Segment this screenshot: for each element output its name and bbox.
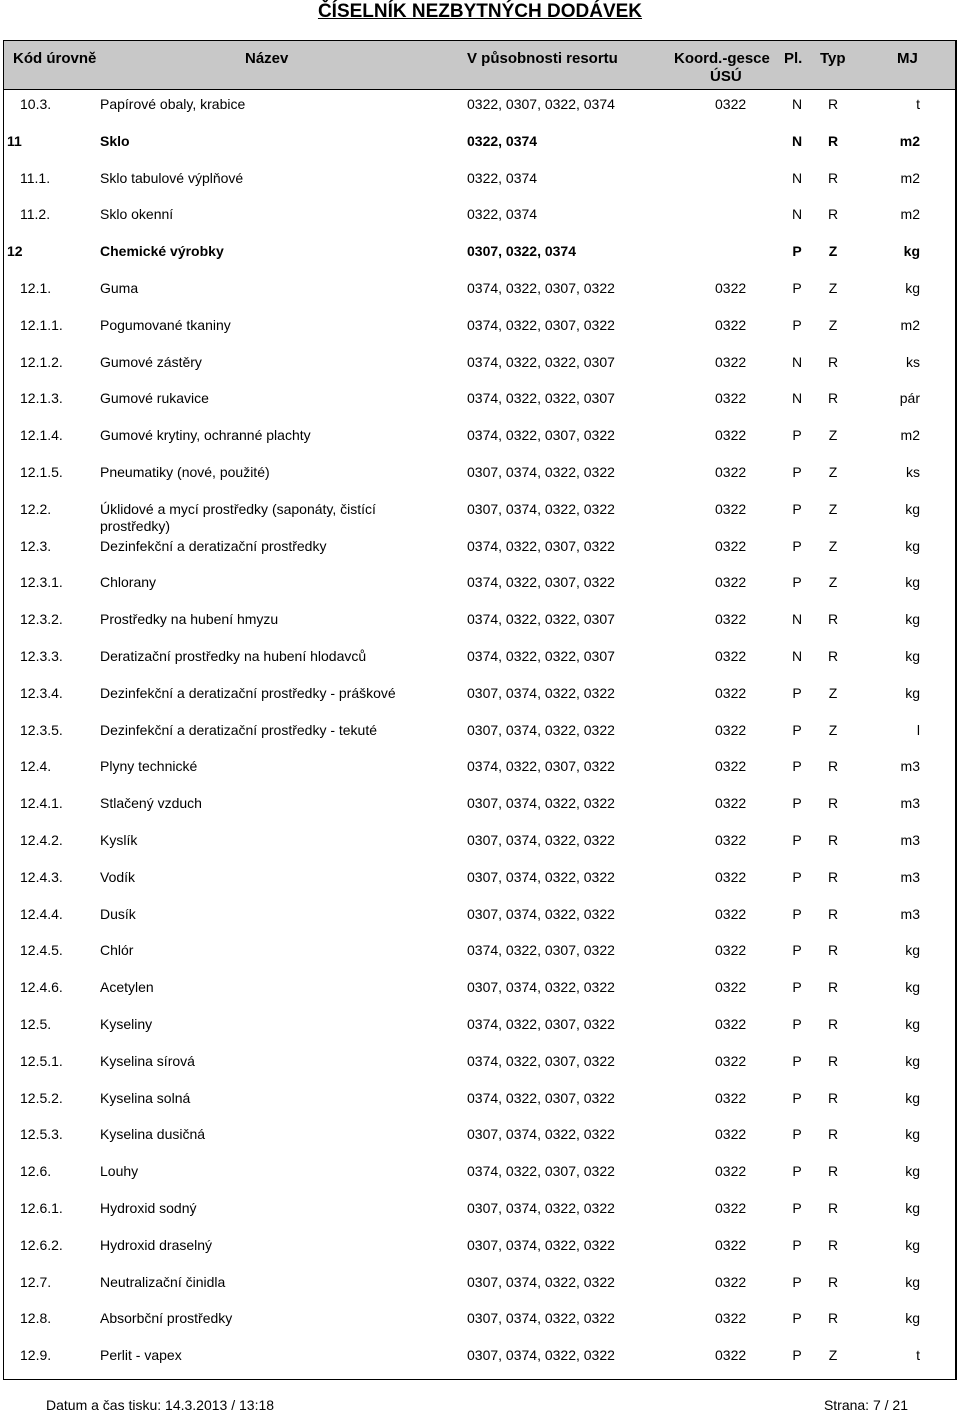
row-name: Stlačený vzduch: [100, 795, 202, 812]
table-row: [4, 1156, 955, 1193]
row-resort: 0374, 0322, 0307, 0322: [467, 427, 615, 444]
row-typ: Z: [828, 427, 838, 444]
row-name: Dusík: [100, 905, 136, 922]
row-name: Gumové zástěry: [100, 353, 202, 370]
row-koord: 0322: [715, 1310, 747, 1327]
table-row: [4, 1267, 955, 1304]
row-typ: R: [827, 169, 839, 186]
row-mj: kg: [905, 279, 920, 296]
row-code: 12.4.5.: [20, 942, 63, 959]
row-resort: 0307, 0374, 0322, 0322: [467, 868, 615, 885]
row-pl: P: [792, 1052, 802, 1069]
row-code: 12.5.: [20, 1015, 52, 1032]
row-koord: 0322: [715, 1126, 747, 1143]
row-typ: Z: [828, 684, 838, 701]
row-resort: 0307, 0374, 0322, 0322: [467, 463, 615, 480]
table-row: [4, 567, 955, 604]
row-pl: N: [791, 611, 803, 628]
row-typ: R: [827, 758, 839, 775]
row-name: Louhy: [100, 1163, 139, 1180]
row-pl: N: [791, 132, 803, 149]
row-pl: P: [792, 758, 802, 775]
row-typ: R: [827, 942, 839, 959]
table-row: [4, 1083, 955, 1120]
table-row: [4, 494, 955, 534]
row-resort: 0307, 0374, 0322, 0322: [467, 905, 615, 922]
row-pl: P: [792, 1163, 802, 1180]
row-mj: m3: [900, 831, 920, 848]
row-pl: P: [792, 537, 802, 554]
row-resort: 0374, 0322, 0307, 0322: [467, 279, 615, 296]
table-row: [4, 972, 955, 1009]
header-code: Kód úrovně: [13, 50, 97, 67]
table-row: [4, 1340, 955, 1377]
table-row: [4, 236, 955, 273]
header-resort: V působnosti resortu: [467, 50, 618, 67]
table-body: [4, 89, 955, 1377]
row-code: 11.1.: [20, 169, 51, 186]
row-resort: 0374, 0322, 0307, 0322: [467, 316, 615, 333]
row-mj: ks: [906, 353, 920, 370]
row-mj: kg: [905, 979, 920, 996]
table-row: [4, 751, 955, 788]
row-resort: 0307, 0374, 0322, 0322: [467, 795, 615, 812]
row-koord: 0322: [715, 96, 747, 112]
row-mj: kg: [905, 1126, 920, 1143]
row-typ: R: [827, 353, 839, 370]
row-koord: 0322: [715, 831, 747, 848]
table-row: [4, 788, 955, 825]
row-typ: Z: [828, 1347, 838, 1364]
row-resort: 0374, 0322, 0307, 0322: [467, 758, 615, 775]
row-mj: m2: [900, 169, 920, 186]
row-koord: 0322: [715, 1273, 747, 1290]
table-row: [4, 383, 955, 420]
row-mj: m2: [900, 206, 920, 223]
row-resort: 0322, 0307, 0322, 0374: [467, 96, 615, 112]
row-koord: 0322: [715, 1089, 747, 1106]
supplies-table: [3, 40, 957, 1380]
row-code: 12.4.3.: [20, 868, 63, 885]
row-pl: N: [791, 353, 803, 370]
row-koord: 0322: [715, 500, 747, 517]
row-code: 12.4.2.: [20, 831, 63, 848]
row-code: 12.8.: [20, 1310, 52, 1327]
row-koord: 0322: [715, 279, 747, 296]
row-typ: R: [827, 1273, 839, 1290]
row-pl: P: [792, 1126, 802, 1143]
page-number: Strana: 7 / 21: [823, 1397, 908, 1413]
header-pl: Pl.: [784, 50, 803, 67]
row-mj: m3: [900, 868, 920, 885]
table-row: [4, 604, 955, 641]
row-mj: kg: [905, 684, 920, 701]
row-pl: P: [792, 1089, 802, 1106]
row-code: 12.5.3.: [20, 1126, 63, 1143]
row-typ: Z: [828, 243, 838, 260]
header-typ: Typ: [820, 50, 846, 67]
row-name: Kyselina sírová: [100, 1052, 195, 1069]
row-name: Chlorany: [100, 574, 157, 591]
row-resort: 0374, 0322, 0307, 0322: [467, 1052, 615, 1069]
row-pl: P: [792, 500, 802, 517]
table-row: [4, 126, 955, 163]
row-name: Guma: [100, 279, 139, 296]
row-pl: N: [791, 96, 803, 112]
row-typ: R: [827, 979, 839, 996]
row-mj: kg: [905, 1310, 920, 1327]
row-mj: kg: [905, 647, 920, 664]
row-code: 12.7.: [20, 1273, 52, 1290]
row-code: 12.1.1.: [20, 316, 63, 333]
row-resort: 0374, 0322, 0307, 0322: [467, 537, 615, 554]
row-typ: R: [827, 390, 839, 407]
row-name: Neutralizační činidla: [100, 1273, 226, 1290]
row-name: Kyselina solná: [100, 1089, 191, 1106]
row-mj: kg: [905, 1273, 920, 1290]
row-typ: Z: [828, 721, 838, 738]
table-header: [4, 41, 955, 90]
table-row: [4, 825, 955, 862]
row-pl: P: [792, 1310, 802, 1327]
row-mj: t: [916, 1347, 920, 1364]
row-pl: P: [792, 905, 802, 922]
row-name: Chlór: [100, 942, 134, 959]
row-resort: 0374, 0322, 0307, 0322: [467, 574, 615, 591]
row-resort: 0374, 0322, 0322, 0307: [467, 390, 615, 407]
row-typ: R: [827, 1236, 839, 1253]
row-resort: 0374, 0322, 0322, 0307: [467, 611, 615, 628]
row-pl: P: [792, 574, 802, 591]
row-pl: P: [792, 1236, 802, 1253]
row-pl: N: [791, 169, 803, 186]
row-pl: P: [792, 316, 802, 333]
row-name: Deratizační prostředky na hubení hlodavců: [100, 647, 367, 664]
row-mj: kg: [905, 574, 920, 591]
table-row: [4, 1009, 955, 1046]
row-code: 12.3.1.: [20, 574, 63, 591]
row-pl: N: [791, 390, 803, 407]
row-koord: 0322: [715, 537, 747, 554]
row-name: Acetylen: [100, 979, 154, 996]
header-mj: MJ: [897, 50, 918, 67]
row-resort: 0307, 0374, 0322, 0322: [467, 831, 615, 848]
row-resort: 0307, 0374, 0322, 0322: [467, 1199, 615, 1216]
row-code: 12.6.1.: [20, 1199, 63, 1216]
row-code: 12.1.3.: [20, 390, 63, 407]
row-koord: 0322: [715, 721, 747, 738]
row-typ: Z: [828, 279, 838, 296]
row-name: Dezinfekční a deratizační prostředky - práškové: [100, 684, 396, 701]
row-pl: P: [792, 279, 802, 296]
row-resort: 0374, 0322, 0322, 0307: [467, 353, 615, 370]
row-typ: R: [827, 96, 839, 112]
row-resort: 0307, 0374, 0322, 0322: [467, 1347, 615, 1364]
row-koord: 0322: [715, 647, 747, 664]
row-koord: 0322: [715, 795, 747, 812]
row-code: 11.2.: [20, 206, 51, 223]
table-row: [4, 1303, 955, 1340]
row-koord: 0322: [715, 868, 747, 885]
row-mj: kg: [905, 1236, 920, 1253]
row-resort: 0322, 0374: [467, 206, 538, 223]
row-resort: 0322, 0374: [467, 132, 538, 149]
row-koord: 0322: [715, 1199, 747, 1216]
row-name: Kyseliny: [100, 1015, 153, 1032]
row-name: Dezinfekční a deratizační prostředky: [100, 537, 327, 554]
row-mj: kg: [905, 1163, 920, 1180]
row-code: 12.1.5.: [20, 463, 63, 480]
row-mj: pár: [899, 390, 920, 407]
row-typ: R: [827, 1052, 839, 1069]
row-mj: kg: [905, 942, 920, 959]
row-typ: Z: [828, 500, 838, 517]
row-mj: kg: [903, 243, 920, 260]
row-code: 12.1.4.: [20, 427, 63, 444]
row-resort: 0307, 0374, 0322, 0322: [467, 1126, 615, 1143]
table-row: [4, 273, 955, 310]
row-code: 12.3.: [20, 537, 52, 554]
table-row: [4, 531, 955, 568]
row-pl: P: [792, 1347, 802, 1364]
row-resort: 0322, 0374: [467, 169, 538, 186]
table-row: [4, 935, 955, 972]
row-koord: 0322: [715, 390, 747, 407]
row-code: 12.2.: [20, 500, 52, 517]
row-koord: 0322: [715, 1052, 747, 1069]
row-mj: m3: [900, 795, 920, 812]
row-name: Hydroxid draselný: [100, 1236, 213, 1253]
row-name: Vodík: [100, 868, 136, 885]
row-name: Sklo: [100, 132, 130, 149]
row-pl: P: [792, 942, 802, 959]
row-typ: R: [827, 132, 839, 149]
header-name: Název: [245, 50, 289, 67]
row-name: Plyny technické: [100, 758, 198, 775]
row-typ: R: [827, 795, 839, 812]
row-code: 12: [7, 243, 23, 260]
row-koord: 0322: [715, 1163, 747, 1180]
table-row: [4, 457, 955, 494]
row-pl: P: [792, 721, 802, 738]
row-resort: 0374, 0322, 0307, 0322: [467, 942, 615, 959]
row-code: 12.5.2.: [20, 1089, 63, 1106]
row-mj: kg: [905, 1199, 920, 1216]
table-row: [4, 1119, 955, 1156]
row-typ: R: [827, 905, 839, 922]
row-name: Sklo okenní: [100, 206, 174, 223]
row-mj: m2: [899, 132, 920, 149]
row-mj: kg: [905, 537, 920, 554]
row-typ: R: [827, 1089, 839, 1106]
row-code: 12.5.1.: [20, 1052, 63, 1069]
row-name: Pneumatiky (nové, použité): [100, 463, 270, 480]
table-row: [4, 163, 955, 200]
header-koord-usu: ÚSÚ: [710, 68, 742, 85]
page-title: ČÍSELNÍK NEZBYTNÝCH DODÁVEK: [317, 1, 643, 22]
print-datetime: Datum a čas tisku: 14.3.2013 / 13:18: [46, 1397, 275, 1413]
row-typ: R: [827, 611, 839, 628]
row-name: Dezinfekční a deratizační prostředky - tekuté: [100, 721, 378, 738]
row-pl: P: [792, 868, 802, 885]
row-code: 12.6.: [20, 1163, 52, 1180]
row-mj: t: [916, 96, 920, 112]
row-koord: 0322: [715, 942, 747, 959]
row-resort: 0307, 0374, 0322, 0322: [467, 1236, 615, 1253]
row-code: 11: [7, 132, 22, 149]
row-typ: Z: [828, 463, 838, 480]
row-mj: kg: [905, 1052, 920, 1069]
row-name: Pogumované tkaniny: [100, 316, 231, 333]
row-resort: 0307, 0374, 0322, 0322: [467, 500, 615, 517]
row-typ: R: [827, 1163, 839, 1180]
row-pl: P: [792, 243, 802, 260]
table-row: [4, 89, 955, 126]
table-row: [4, 310, 955, 347]
row-mj: m2: [900, 316, 920, 333]
row-name: Gumové rukavice: [100, 390, 209, 407]
row-koord: 0322: [715, 316, 747, 333]
row-resort: 0307, 0374, 0322, 0322: [467, 684, 615, 701]
row-name: Chemické výrobky: [100, 243, 224, 260]
row-code: 12.4.: [20, 758, 52, 775]
row-pl: P: [792, 1015, 802, 1032]
row-mj: kg: [905, 611, 920, 628]
row-name: Papírové obaly, krabice: [100, 96, 246, 112]
table-row: [4, 347, 955, 384]
row-mj: kg: [905, 1015, 920, 1032]
row-name: Úklidové a mycí prostředky (saponáty, čistící prostředky): [100, 500, 376, 534]
table-row: [4, 715, 955, 752]
row-typ: R: [827, 831, 839, 848]
row-code: 12.3.2.: [20, 611, 63, 628]
row-mj: kg: [905, 500, 920, 517]
row-koord: 0322: [715, 574, 747, 591]
row-resort: 0307, 0322, 0374: [467, 243, 576, 260]
table-row: [4, 1230, 955, 1267]
row-resort: 0374, 0322, 0307, 0322: [467, 1163, 615, 1180]
table-row: [4, 678, 955, 715]
row-pl: P: [792, 684, 802, 701]
row-code: 12.3.4.: [20, 684, 63, 701]
row-resort: 0307, 0374, 0322, 0322: [467, 1310, 615, 1327]
row-typ: R: [827, 1310, 839, 1327]
row-code: 12.1.2.: [20, 353, 63, 370]
row-pl: P: [792, 463, 802, 480]
row-resort: 0374, 0322, 0307, 0322: [467, 1015, 615, 1032]
row-pl: P: [792, 979, 802, 996]
table-row: [4, 1046, 955, 1083]
row-name: Prostředky na hubení hmyzu: [100, 611, 279, 628]
row-koord: 0322: [715, 463, 747, 480]
row-pl: P: [792, 795, 802, 812]
row-pl: N: [791, 206, 803, 223]
row-typ: R: [827, 206, 839, 223]
row-name: Hydroxid sodný: [100, 1199, 197, 1216]
row-mj: l: [916, 721, 920, 738]
row-code: 12.9.: [20, 1347, 52, 1364]
row-koord: 0322: [715, 1015, 747, 1032]
row-code: 12.1.: [20, 279, 52, 296]
row-pl: P: [792, 1273, 802, 1290]
row-pl: N: [791, 647, 803, 664]
row-koord: 0322: [715, 758, 747, 775]
row-code: 12.4.4.: [20, 905, 63, 922]
row-code: 12.4.1.: [20, 795, 63, 812]
row-name: Perlit - vapex: [100, 1347, 182, 1364]
row-pl: P: [792, 831, 802, 848]
header-koord: Koord.-gesce: [674, 50, 770, 67]
table-row: [4, 1193, 955, 1230]
row-koord: 0322: [715, 1347, 747, 1364]
row-name: Absorbční prostředky: [100, 1310, 233, 1327]
row-koord: 0322: [715, 1236, 747, 1253]
row-typ: R: [827, 868, 839, 885]
row-typ: R: [827, 1015, 839, 1032]
row-koord: 0322: [715, 979, 747, 996]
row-koord: 0322: [715, 353, 747, 370]
row-resort: 0374, 0322, 0322, 0307: [467, 647, 615, 664]
row-typ: R: [827, 647, 839, 664]
row-mj: kg: [905, 1089, 920, 1106]
table-row: [4, 899, 955, 936]
table-row: [4, 641, 955, 678]
row-resort: 0307, 0374, 0322, 0322: [467, 979, 615, 996]
row-name: Kyselina dusičná: [100, 1126, 206, 1143]
table-row: [4, 420, 955, 457]
row-code: 12.3.5.: [20, 721, 63, 738]
row-pl: P: [792, 427, 802, 444]
row-typ: Z: [828, 537, 838, 554]
row-mj: m3: [900, 905, 920, 922]
table-row: [4, 862, 955, 899]
row-resort: 0374, 0322, 0307, 0322: [467, 1089, 615, 1106]
row-code: 10.3.: [20, 96, 52, 112]
row-typ: R: [827, 1126, 839, 1143]
row-code: 12.3.3.: [20, 647, 63, 664]
row-typ: Z: [828, 574, 838, 591]
row-code: 12.6.2.: [20, 1236, 63, 1253]
row-pl: P: [792, 1199, 802, 1216]
row-koord: 0322: [715, 427, 747, 444]
row-mj: m2: [900, 427, 920, 444]
row-name: Sklo tabulové výplňové: [100, 169, 244, 186]
row-mj: ks: [906, 463, 920, 480]
row-resort: 0307, 0374, 0322, 0322: [467, 1273, 615, 1290]
row-code: 12.4.6.: [20, 979, 63, 996]
row-typ: R: [827, 1199, 839, 1216]
row-typ: Z: [828, 316, 838, 333]
row-mj: m3: [900, 758, 920, 775]
row-name: Kyslík: [100, 831, 138, 848]
table-row: [4, 199, 955, 236]
row-name: Gumové krytiny, ochranné plachty: [100, 427, 311, 444]
row-koord: 0322: [715, 905, 747, 922]
row-resort: 0307, 0374, 0322, 0322: [467, 721, 615, 738]
row-koord: 0322: [715, 684, 747, 701]
row-koord: 0322: [715, 611, 747, 628]
